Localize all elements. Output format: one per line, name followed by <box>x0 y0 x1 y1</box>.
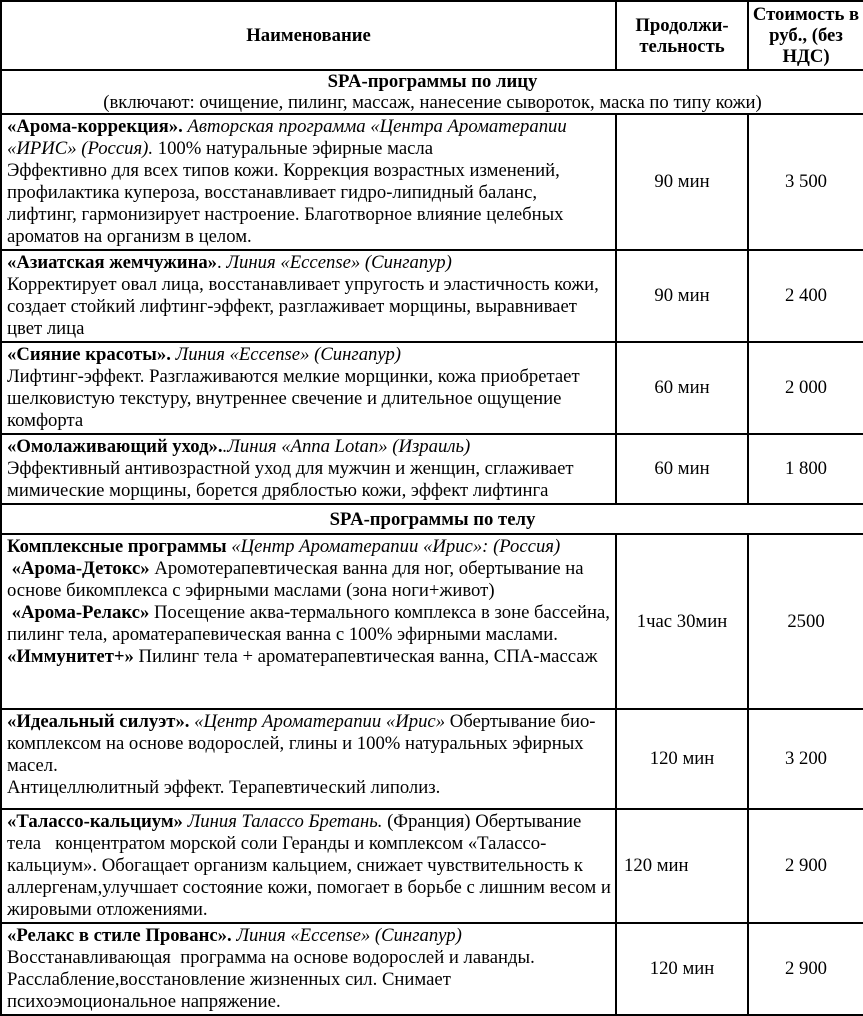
text-segment: Обертывание био-комплексом на основе водорослей, глины и 100% натуральных эфирных масел. <box>7 711 596 776</box>
price-cell: 2 900 <box>748 809 863 923</box>
program-text-line <box>7 558 611 602</box>
section-title: SPA-программы по лицу <box>327 71 538 92</box>
duration-cell: 60 мин <box>616 434 748 504</box>
program-title: «Талассо-кальциум» <box>7 811 188 832</box>
text-segment: «Центр Ароматерапии «Ирис» <box>194 711 450 732</box>
price-cell: 1 800 <box>748 434 863 504</box>
section-header-face <box>1 70 863 114</box>
text-segment: Лифтинг-эффект. Разглаживаются мелкие морщинки, кожа приобретает шелковистую текстуру, внутреннее свечение и длительное ощущение комфорта <box>7 366 585 431</box>
price-cell: 2500 <box>748 534 863 709</box>
text-segment: «Центр Ароматерапии «Ирис»: (Россия) <box>231 536 561 557</box>
duration-cell: 90 мин <box>616 250 748 342</box>
duration-cell: 120 мин <box>616 923 748 1015</box>
table-row <box>1 114 863 250</box>
duration-cell: 1час 30мин <box>616 534 748 709</box>
program-title: «Арома-Релакс» <box>7 602 154 623</box>
section-title: SPA-программы по телу <box>329 508 536 530</box>
price-cell: 3 200 <box>748 709 863 809</box>
text-segment: Корректирует овал лица, восстанавливает упругость и эластичность кожи, создает стойкий лифтинг-эффект, разглаживает морщины, выравнивает цвет лица <box>7 274 604 339</box>
program-text-line <box>7 969 611 1013</box>
program-title: «Релакс в стиле Прованс». <box>7 925 237 946</box>
program-name-cell <box>1 809 616 923</box>
program-text-line <box>7 925 611 947</box>
program-text-line <box>7 344 611 366</box>
text-segment: Авторская программа «Центра Ароматерапии «ИРИС» (Россия). <box>7 116 572 159</box>
program-text-line <box>7 536 611 558</box>
program-name-cell <box>1 923 616 1015</box>
text-segment: Расслабление,восстановление жизненных сил. Снимает психоэмоциональное напряжение. <box>7 969 456 1012</box>
program-title: «Идеальный силуэт». <box>7 711 195 732</box>
program-title: «Арома-Детокс» <box>7 558 155 579</box>
text-segment: Пилинг тела + ароматерапевтическая ванна, СПА-массаж <box>138 646 598 667</box>
price-cell: 2 000 <box>748 342 863 434</box>
text-segment: (Франция) Обертывание тела концентратом морской соли Геранды и комплексом «Талассо-кальциум». Обогащает организм кальцием, снижает чувствительность к аллергенам,улучшает состояние кожи, помогает в борьбе с лишним весом и жировыми отложениями. <box>7 811 616 920</box>
program-name-cell <box>1 434 616 504</box>
duration-cell: 60 мин <box>616 342 748 434</box>
program-title: «Омолаживающий уход». <box>7 436 223 457</box>
program-name-cell <box>1 342 616 434</box>
program-title: «Сияние красоты». <box>7 344 176 365</box>
text-segment: 100% натуральные эфирные масла <box>157 138 434 159</box>
program-text-line <box>7 646 611 668</box>
price-cell: 3 500 <box>748 114 863 250</box>
text-segment: Линия «Eccense» (Сингапур) <box>236 925 462 946</box>
table-row <box>1 342 863 434</box>
duration-cell: 120 мин <box>616 809 748 923</box>
program-name-cell <box>1 709 616 809</box>
program-name-cell <box>1 250 616 342</box>
program-title: «Арома-коррекция». <box>7 116 188 137</box>
program-text-line <box>7 811 616 921</box>
program-text-line <box>7 116 611 160</box>
program-text-line <box>7 252 611 274</box>
program-name-cell <box>1 534 616 709</box>
program-title: Комплексные программы <box>7 536 232 557</box>
text-segment: Эффективно для всех типов кожи. Коррекция возрастных изменений, профилактика купероза, восстанавливает гидро-липидный баланс, лифтинг, гармонизирует настроение. Благотворное влияние целебных ароматов на организм в целом. <box>7 160 569 247</box>
program-title: «Иммунитет+» <box>7 646 139 667</box>
text-segment: Антицеллюлитный эффект. Терапевтический липолиз. <box>7 777 441 798</box>
program-text-line <box>7 274 611 340</box>
text-segment: Аромотерапевтическая ванна для ног, обертывание на основе бикомплекса с эфирными маслами (зона ноги+живот) <box>7 558 589 601</box>
table-row <box>1 434 863 504</box>
column-header-price: Стоимость в руб., (без НДС) <box>748 1 863 70</box>
text-segment: . <box>217 252 227 273</box>
column-header-name: Наименование <box>1 1 616 70</box>
program-title: «Азиатская жемчужина» <box>7 252 218 273</box>
duration-cell: 120 мин <box>616 709 748 809</box>
text-segment: Посещение аква-термального комплекса в зоне бассейна, пилинг тела, ароматерапевическая ванна с 100% эфирными маслами. <box>7 602 615 645</box>
section-header-cell <box>1 504 863 534</box>
price-cell: 2 400 <box>748 250 863 342</box>
program-text-line <box>7 366 611 432</box>
program-text-line <box>7 777 611 799</box>
text-segment: Линия Талассо Бретань. <box>187 811 383 832</box>
text-segment: Линия «Eccense» (Сингапур) <box>175 344 402 365</box>
program-text-line <box>7 602 615 646</box>
table-row <box>1 923 863 1015</box>
column-header-duration: Продолжи-тельность <box>616 1 748 70</box>
program-name-cell <box>1 114 616 250</box>
table-row <box>1 534 863 709</box>
program-text-line <box>7 160 611 248</box>
header-row <box>1 1 863 70</box>
text-segment: .Линия «Anna Lotan» (Израиль) <box>222 436 471 457</box>
program-text-line <box>7 458 611 502</box>
table-row <box>1 809 863 923</box>
text-segment: Линия «Eccense» (Сингапур) <box>226 252 452 273</box>
price-cell: 2 900 <box>748 923 863 1015</box>
program-text-line <box>7 436 611 458</box>
program-text-line <box>7 947 611 969</box>
section-header-cell <box>1 70 863 114</box>
duration-cell: 90 мин <box>616 114 748 250</box>
table-row <box>1 250 863 342</box>
section-header-body <box>1 504 863 534</box>
text-segment: Восстанавливающая программа на основе водорослей и лаванды. <box>7 947 535 968</box>
program-text-line <box>7 711 611 777</box>
section-subtitle: (включают: очищение, пилинг, массаж, нанесение сывороток, маска по типу кожи) <box>103 92 762 113</box>
table-row <box>1 709 863 809</box>
text-segment: Эффективный антивозрастной уход для мужчин и женщин, сглаживает мимические морщины, борется дряблостью кожи, эффект лифтинга <box>7 458 579 501</box>
